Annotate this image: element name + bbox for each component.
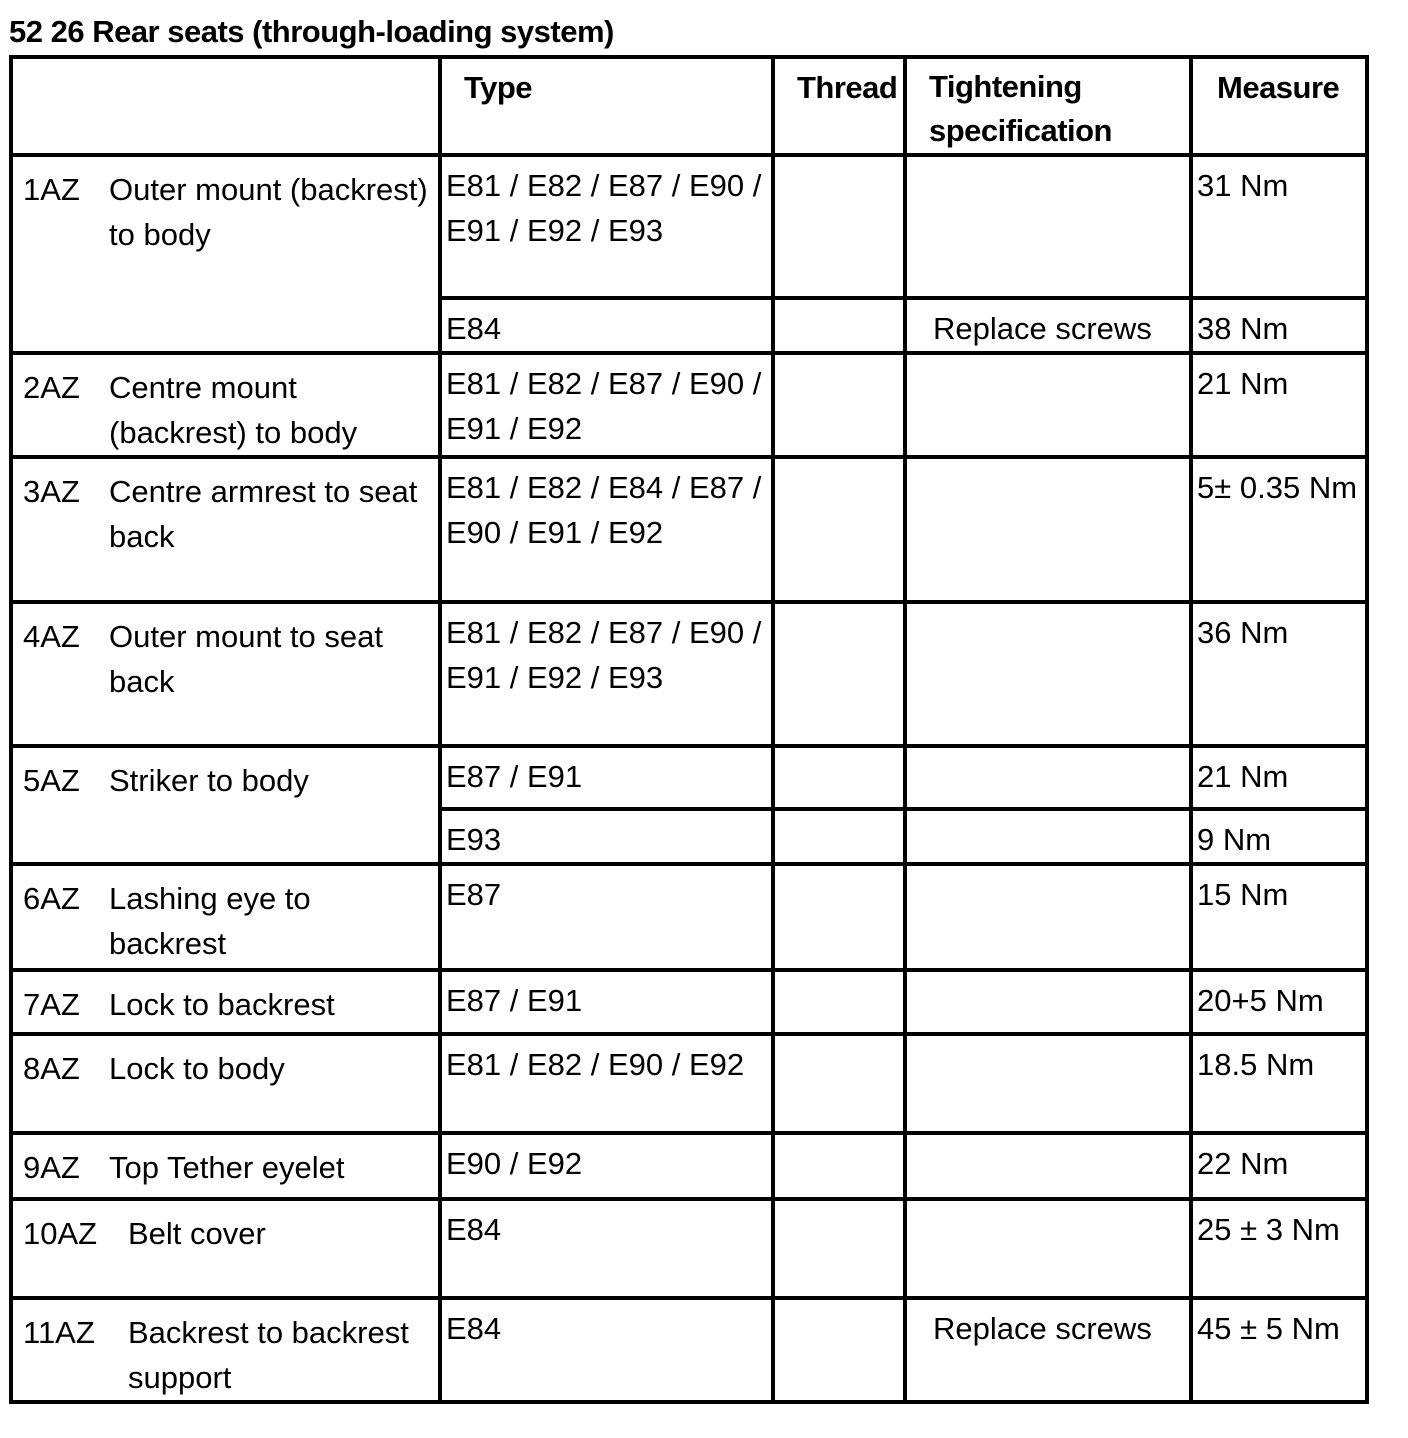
type-cell: E84 [440, 1199, 773, 1298]
thread-cell [773, 809, 905, 864]
table-row [11, 746, 1367, 809]
table-row [11, 1034, 1367, 1133]
thread-cell [773, 457, 905, 602]
item-cell [11, 155, 440, 353]
thread-cell [773, 602, 905, 746]
item-cell [11, 353, 440, 457]
table-row [11, 1199, 1367, 1298]
tightening-cell: Replace screws [905, 1298, 1191, 1402]
table-row [11, 602, 1367, 746]
item-code: 1AZ [23, 172, 80, 207]
item-code: 7AZ [23, 987, 80, 1022]
thread-cell [773, 298, 905, 353]
tightening-cell [905, 746, 1191, 809]
item-cell [11, 864, 440, 970]
item-code: 9AZ [23, 1150, 80, 1185]
header-type: Type [440, 57, 773, 155]
measure-cell: 36 Nm [1191, 602, 1367, 746]
header-measure: Measure [1191, 57, 1367, 155]
tightening-cell [905, 1034, 1191, 1133]
measure-cell: 21 Nm [1191, 353, 1367, 457]
measure-cell: 22 Nm [1191, 1133, 1367, 1199]
measure-cell: 45 ± 5 Nm [1191, 1298, 1367, 1402]
thread-cell [773, 970, 905, 1034]
thread-cell [773, 353, 905, 457]
tightening-cell [905, 1133, 1191, 1199]
tightening-cell [905, 1199, 1191, 1298]
table-row [11, 1133, 1367, 1199]
table-row [11, 1298, 1367, 1402]
thread-cell [773, 1133, 905, 1199]
tightening-cell [905, 970, 1191, 1034]
item-code: 4AZ [23, 619, 80, 654]
item-cell [11, 1133, 440, 1199]
measure-cell: 9 Nm [1191, 809, 1367, 864]
page-title: 52 26 Rear seats (through-loading system) [9, 14, 614, 49]
item-description: Belt cover [128, 1216, 266, 1251]
measure-cell: 15 Nm [1191, 864, 1367, 970]
item-description: Lashing eye to backrest [109, 881, 311, 961]
tightening-cell [905, 809, 1191, 864]
header-thread: Thread [773, 57, 905, 155]
measure-cell: 21 Nm [1191, 746, 1367, 809]
item-code: 6AZ [23, 881, 80, 916]
measure-cell: 38 Nm [1191, 298, 1367, 353]
table-header-row [11, 57, 1367, 155]
thread-cell [773, 1298, 905, 1402]
thread-cell [773, 746, 905, 809]
measure-cell: 20+5 Nm [1191, 970, 1367, 1034]
item-cell [11, 1298, 440, 1402]
type-cell: E81 / E82 / E87 / E90 / E91 / E92 / E93 [440, 155, 773, 298]
measure-cell: 5± 0.35 Nm [1191, 457, 1367, 602]
tightening-cell [905, 353, 1191, 457]
tightening-cell [905, 155, 1191, 298]
item-code: 10AZ [23, 1216, 98, 1251]
item-description: Top Tether eyelet [109, 1150, 345, 1185]
type-cell: E81 / E82 / E87 / E90 / E91 / E92 / E93 [440, 602, 773, 746]
type-cell: E81 / E82 / E84 / E87 / E90 / E91 / E92 [440, 457, 773, 602]
table-row [11, 970, 1367, 1034]
item-cell [11, 1199, 440, 1298]
tightening-torque-table [9, 55, 1369, 1404]
item-cell [11, 970, 440, 1034]
header-item [11, 57, 440, 155]
type-cell: E87 / E91 [440, 970, 773, 1034]
tightening-cell [905, 602, 1191, 746]
item-code: 2AZ [23, 370, 80, 405]
table-row [11, 155, 1367, 298]
item-code: 5AZ [23, 763, 80, 798]
item-code: 11AZ [23, 1315, 95, 1350]
item-description: Striker to body [109, 763, 309, 798]
thread-cell [773, 864, 905, 970]
type-cell: E81 / E82 / E87 / E90 / E91 / E92 [440, 353, 773, 457]
item-cell [11, 602, 440, 746]
item-cell [11, 1034, 440, 1133]
item-description: Outer mount to seat back [109, 619, 383, 699]
thread-cell [773, 155, 905, 298]
type-cell: E84 [440, 298, 773, 353]
type-cell: E87 / E91 [440, 746, 773, 809]
table-row [11, 864, 1367, 970]
item-cell [11, 746, 440, 864]
measure-cell: 31 Nm [1191, 155, 1367, 298]
thread-cell [773, 1199, 905, 1298]
type-cell: E81 / E82 / E90 / E92 [440, 1034, 773, 1133]
table-row [11, 457, 1367, 602]
item-cell [11, 457, 440, 602]
item-description: Centre armrest to seat back [109, 474, 418, 554]
item-description: Lock to body [109, 1051, 285, 1086]
type-cell: E87 [440, 864, 773, 970]
type-cell: E93 [440, 809, 773, 864]
thread-cell [773, 1034, 905, 1133]
tightening-cell [905, 457, 1191, 602]
header-tightening-specification: Tightening specification [905, 57, 1191, 155]
item-description: Centre mount (backrest) to body [109, 370, 358, 450]
measure-cell: 18.5 Nm [1191, 1034, 1367, 1133]
tightening-cell [905, 864, 1191, 970]
item-description: Backrest to backrest support [128, 1315, 409, 1395]
item-description: Outer mount (backrest) to body [109, 172, 428, 252]
type-cell: E90 / E92 [440, 1133, 773, 1199]
item-code: 3AZ [23, 474, 80, 509]
type-cell: E84 [440, 1298, 773, 1402]
table-row [11, 353, 1367, 457]
item-code: 8AZ [23, 1051, 80, 1086]
measure-cell: 25 ± 3 Nm [1191, 1199, 1367, 1298]
tightening-cell: Replace screws [905, 298, 1191, 353]
item-description: Lock to backrest [109, 987, 335, 1022]
